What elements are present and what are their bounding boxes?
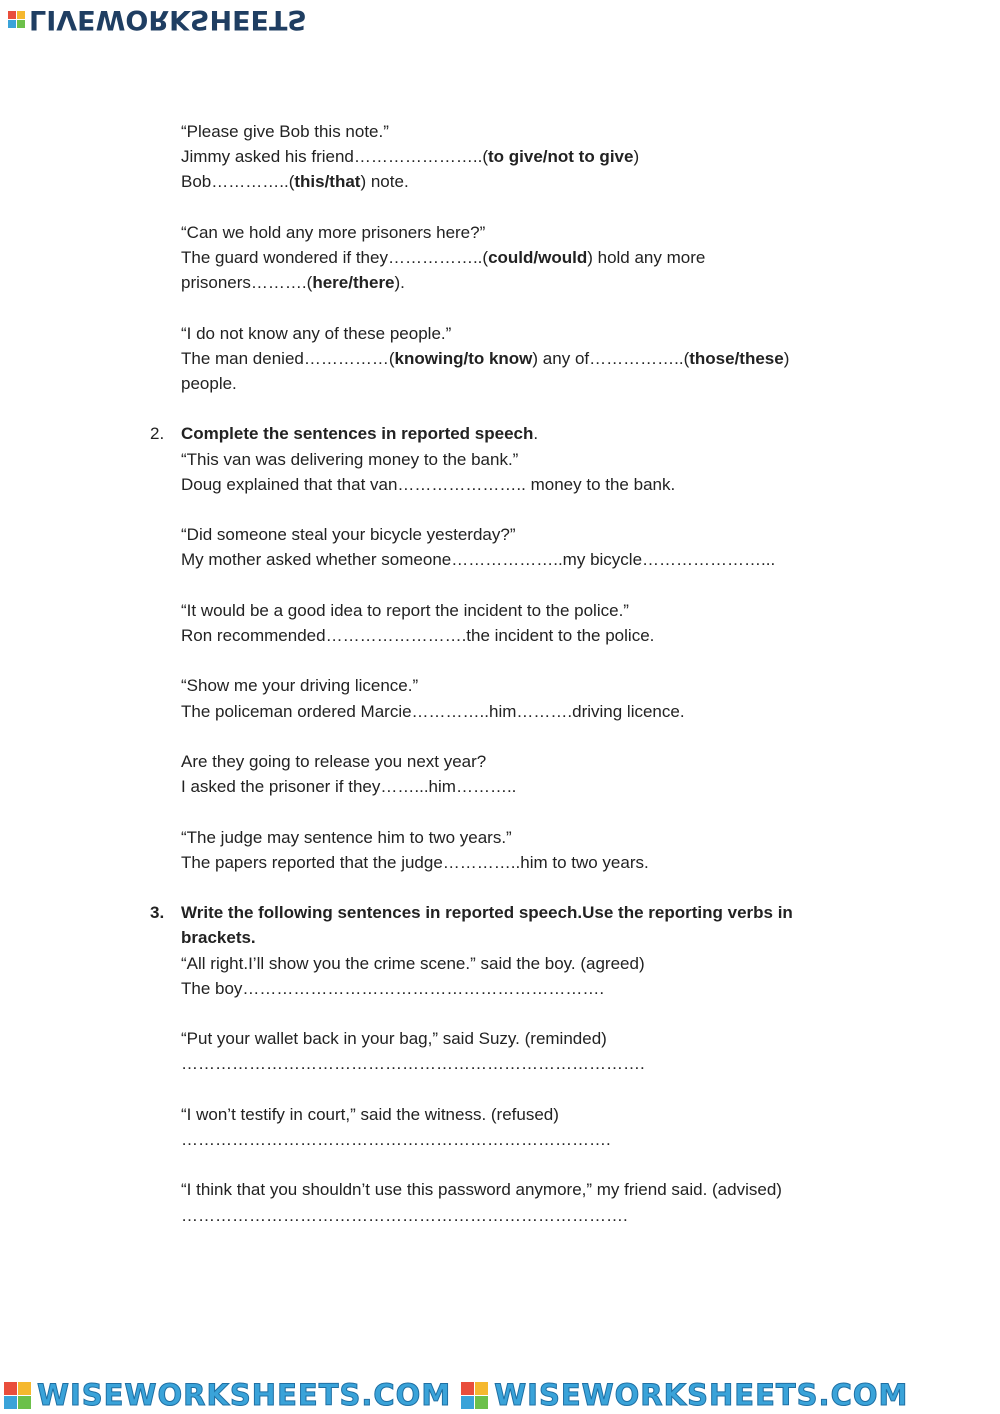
text-span: . [533, 424, 539, 444]
section-title [181, 421, 861, 446]
text-span: ) [633, 147, 640, 167]
badge-square [8, 11, 16, 19]
answer-line [181, 169, 861, 194]
answer-line: Ron recommended…………………….the incident to the police. [181, 625, 655, 645]
badge-square [18, 1396, 31, 1409]
exercise-item [181, 749, 861, 799]
section-title-text: Write the following sentences in reported speech.Use the reporting verbs in [181, 903, 793, 923]
wiseworksheets-logo [461, 1378, 908, 1412]
exercise-item [181, 1026, 861, 1076]
footer-logo-text: WISEWORKSHEETS.COM [494, 1378, 909, 1412]
quote-line: “Put your wallet back in your bag,” said Suzy. (reminded) [181, 1029, 607, 1049]
exercise-item [181, 825, 861, 875]
answer-line: people. [181, 374, 237, 393]
liveworksheets-logo [8, 4, 307, 34]
section-title [181, 925, 861, 950]
answer-line: ………………………………………………………………………. [181, 1054, 645, 1074]
option-text: this/that [294, 172, 361, 192]
answer-line: The boy………………………………………………………. [181, 978, 605, 998]
section-title-text: brackets. [181, 928, 256, 948]
answer-line [181, 245, 861, 270]
quote-line: “This van was delivering money to the bank.” [181, 449, 519, 469]
option-text: those/these [689, 348, 784, 368]
exercise-item [181, 321, 861, 397]
badge-square [18, 1382, 31, 1395]
quote-line: “The judge may sentence him to two years.” [181, 827, 512, 847]
text-span: Jimmy asked his friend…………………..( [181, 147, 488, 167]
option-text: knowing/to know [394, 348, 533, 368]
badge-square [461, 1396, 474, 1409]
exercise-item [181, 598, 861, 648]
option-text: could/would [488, 248, 588, 267]
logo-text: LIVEWORKSHEETS [29, 4, 307, 35]
exercise-item [181, 1102, 861, 1152]
quote-line: “Did someone steal your bicycle yesterday?” [181, 525, 516, 545]
badge-square [475, 1382, 488, 1395]
quote-line: “Please give Bob this note.” [181, 122, 389, 141]
text-span: prisoners……….( [181, 273, 313, 293]
quote-line: “I think that you shouldn’t use this password anymore,” my friend said. (advised) [181, 1180, 782, 1200]
text-span: ) note. [360, 172, 409, 192]
logo-badge-icon [8, 11, 25, 28]
quote-line: “I won’t testify in court,” said the witness. (refused) [181, 1104, 559, 1124]
text-span: The man denied……………( [181, 348, 395, 368]
text-span: The guard wondered if they……………..( [181, 248, 489, 267]
exercise-item [181, 673, 861, 723]
badge-square [17, 20, 25, 28]
answer-line [181, 346, 861, 371]
section-2 [150, 421, 861, 875]
badge-square [8, 20, 16, 28]
section-title [181, 900, 861, 925]
quote-line: “Can we hold any more prisoners here?” [181, 222, 486, 242]
answer-line: The papers reported that the judge…………..him to two years. [181, 852, 649, 872]
answer-line: ……………………………………………………………………. [181, 1205, 628, 1225]
text-span: ) hold any more [587, 248, 706, 267]
logo-badge-icon [4, 1382, 31, 1409]
badge-square [4, 1396, 17, 1409]
wiseworksheets-logo [4, 1378, 451, 1412]
answer-line [181, 270, 861, 295]
logo-badge-icon [461, 1382, 488, 1409]
answer-line: Doug explained that that van………………….. money to the bank. [181, 474, 676, 494]
option-text: here/there [312, 273, 395, 293]
section-title-text: Complete the sentences in reported speech [181, 424, 534, 444]
exercise-item [181, 1177, 861, 1227]
section-3 [150, 900, 861, 1228]
quote-line: “All right.I’ll show you the crime scene.” said the boy. (agreed) [181, 953, 645, 973]
badge-square [4, 1382, 17, 1395]
text-span: ) any of……………..( [532, 348, 690, 368]
section-number: 3. [150, 903, 165, 923]
answer-line [181, 144, 861, 169]
text-span: ) [783, 348, 790, 368]
answer-line: I asked the prisoner if they……...him……….. [181, 777, 517, 797]
exercise-item [181, 447, 861, 497]
footer-logo-text: WISEWORKSHEETS.COM [37, 1378, 452, 1412]
quote-line: “I do not know any of these people.” [181, 323, 452, 343]
answer-line: The policeman ordered Marcie…………..him……….driving licence. [181, 701, 685, 721]
text-span: ). [394, 273, 405, 293]
badge-square [461, 1382, 474, 1395]
option-text: to give/not to give [488, 147, 634, 167]
exercise-item [181, 951, 861, 1001]
text-span: Bob…………..( [181, 172, 295, 192]
exercise-item [181, 220, 861, 296]
badge-square [17, 11, 25, 19]
exercise-item [181, 522, 861, 572]
quote-line: “It would be a good idea to report the incident to the police.” [181, 600, 629, 620]
footer-watermark [0, 1376, 1000, 1414]
quote-line: “Show me your driving licence.” [181, 676, 419, 696]
quote-line: Are they going to release you next year? [181, 751, 487, 771]
answer-line: …………………………………………………………………. [181, 1129, 611, 1149]
badge-square [475, 1396, 488, 1409]
section-number: 2. [150, 424, 165, 444]
worksheet-content [150, 119, 861, 1253]
answer-line: My mother asked whether someone………………..my bicycle…………………... [181, 550, 776, 570]
exercise-item [181, 119, 861, 195]
